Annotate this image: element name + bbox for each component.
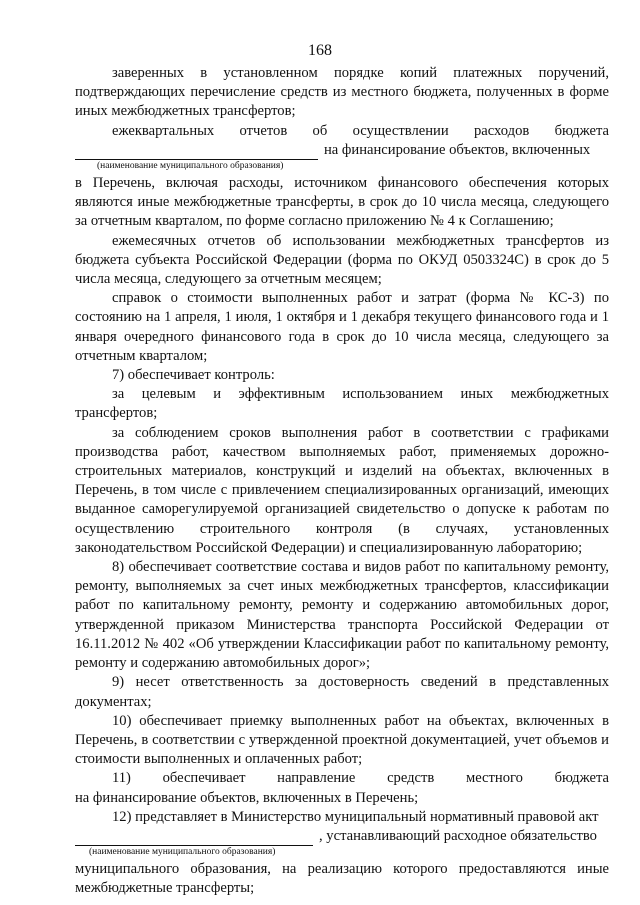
document-body	[75, 64, 609, 899]
paragraph-line: 11) обеспечивает направление средств местного бюджета	[112, 770, 609, 787]
paragraph: 8) обеспечивает соответствие состава и видов работ по капитальному ремонту, ремонту, выполняемых за счет иных межбюджетных трансфертов, классификации работ по капитальному ремонту, ремонту и содержанию автомобильных дорог, утвержденной приказом Министерства транспорта Российской Федерации от 16.11.2012 № 402 «Об утверждении Классификации работ по капитальному ремонту, ремонту и содержанию автомобильных дорог»;	[75, 559, 609, 672]
fill-in-rule	[75, 147, 318, 160]
paragraph: ежемесячных отчетов об использовании межбюджетных трансфертов из бюджета субъекта Российской Федерации (форма по ОКУД 0503324С) в срок до 5 числа месяца, следующего за отчетным месяцем;	[75, 232, 609, 288]
paragraph: 9) несет ответственность за достоверность сведений в представленных документах;	[75, 674, 609, 710]
field-caption: (наименование муниципального образования)	[97, 161, 284, 172]
paragraph: заверенных в установленном порядке копий платежных поручений, подтверждающих перечисление средств из местного бюджета, полученных в форме иных межбюджетных трансфертов;	[75, 65, 609, 120]
paragraph: на финансирование объектов, включенных в Перечень;	[75, 789, 419, 806]
paragraph: в Перечень, включая расходы, источником финансового обеспечения которых являются иные межбюджетные трансферты, в срок до 10 числа месяца, следующего за отчетным кварталом, по форме согласно приложению № 4 к Соглашению;	[75, 175, 609, 230]
blank-fill-line	[75, 141, 609, 160]
paragraph: справок о стоимости выполненных работ и затрат (форма № КС-3) по состоянию на 1 апреля, 1 июля, 1 октября и 1 декабря текущего финансового года и 1 января очередного финансового года в срок до 10 числа месяца, следующего за отчетным кварталом;	[75, 290, 609, 364]
paragraph-fragment: на финансирование объектов, включенных	[324, 141, 591, 158]
paragraph-line: 12) представляет в Министерство муниципальный нормативный правовой акт	[112, 808, 599, 825]
fill-in-rule	[75, 833, 313, 846]
page-number: 168	[308, 42, 332, 59]
paragraph: муниципального образования, на реализацию которого предоставляются иные межбюджетные трансферты;	[75, 861, 609, 897]
paragraph: за соблюдением сроков выполнения работ в соответствии с графиками производства работ, качеством выполняемых работ, применяемых дорожно-строительных материалов, конструкций и изделий на объектах, включенных в Перечень, в том числе с привлечением специализированных организаций, имеющих выданное саморегулируемой организацией свидетельство о допуске к работам по осуществлению строительного контроля (в случаях, установленных законодательством Российской Федерации) и специализированную лабораторию;	[75, 424, 609, 556]
blank-fill-line	[75, 827, 609, 846]
paragraph-line: ежеквартальных отчетов об осуществлении расходов бюджета	[112, 122, 609, 139]
paragraph: 7) обеспечивает контроль:	[112, 367, 275, 384]
paragraph: за целевым и эффективным использованием иных межбюджетных трансфертов;	[75, 386, 609, 422]
paragraph: 10) обеспечивает приемку выполненных работ на объектах, включенных в Перечень, в соответствии с утвержденной проектной документацией, учет объемов и стоимости выполненных и оплаченных работ;	[75, 712, 609, 768]
paragraph-fragment: , устанавливающий расходное обязательство	[319, 827, 597, 844]
field-caption: (наименование муниципального образования)	[89, 847, 276, 858]
